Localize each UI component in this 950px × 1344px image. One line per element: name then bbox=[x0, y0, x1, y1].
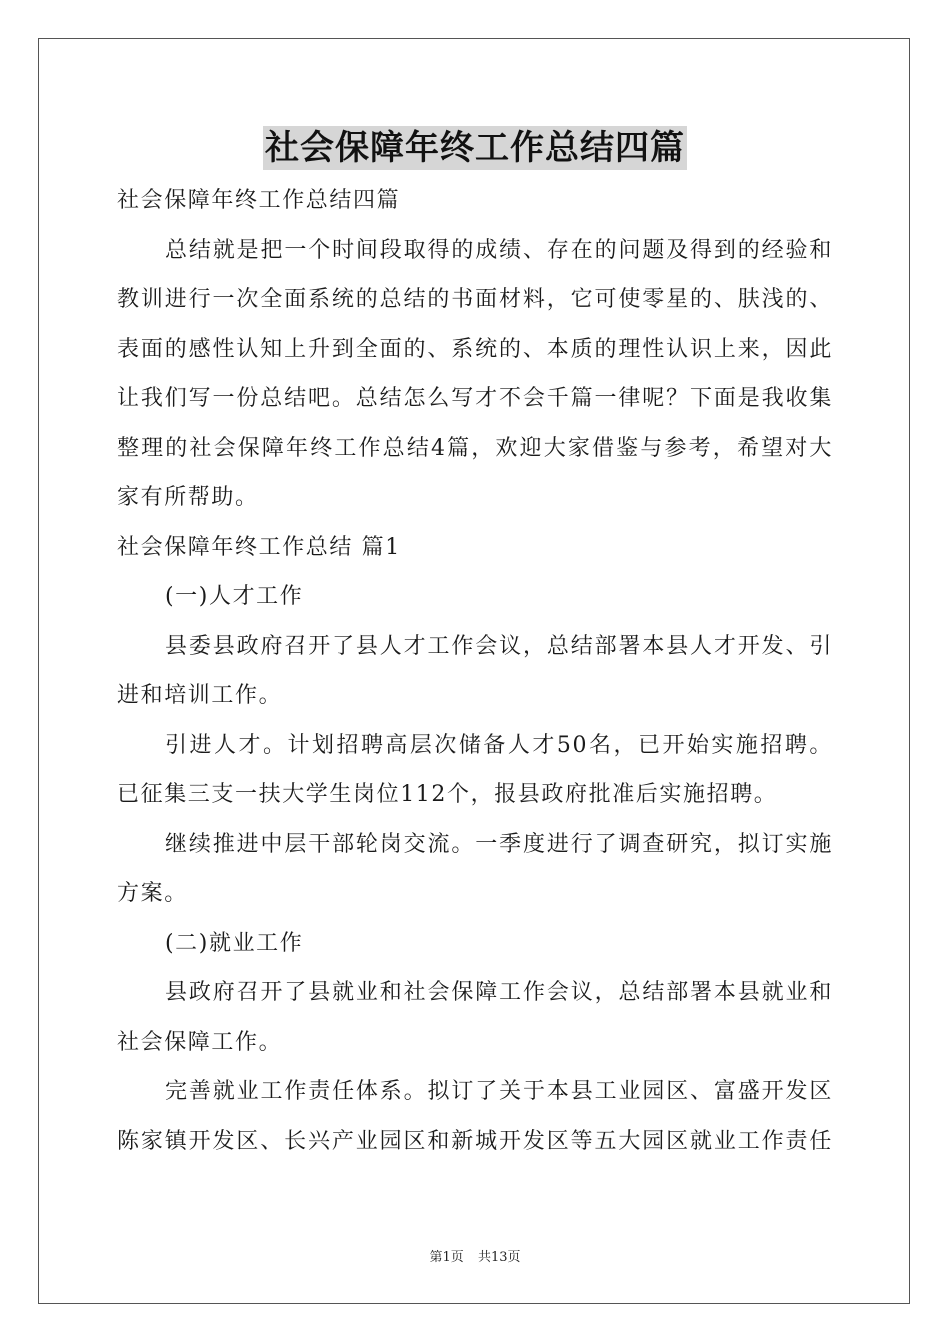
document-title: 社会保障年终工作总结四篇 bbox=[265, 128, 685, 168]
document-body bbox=[117, 176, 833, 1166]
text-line: 完善就业工作责任体系。拟订了关于本县工业园区、富盛开发区 bbox=[165, 1079, 833, 1104]
text-line: 让我们写一份总结吧。总结怎么写才不会千篇一律呢？下面是我收集 bbox=[117, 386, 833, 411]
text-line: 继续推进中层干部轮岗交流。一季度进行了调查研究，拟订实施 bbox=[165, 831, 833, 857]
text-line: 进和培训工作。 bbox=[117, 683, 283, 708]
text-line: (二)就业工作 bbox=[165, 930, 304, 956]
text-line: 县委县政府召开了县人才工作会议，总结部署本县人才开发、引 bbox=[165, 633, 833, 659]
title-container bbox=[0, 126, 950, 170]
text-line: 家有所帮助。 bbox=[117, 485, 259, 510]
page-footer bbox=[0, 1246, 950, 1265]
page-total: 共13页 bbox=[477, 1250, 521, 1265]
text-line: 总结就是把一个时间段取得的成绩、存在的问题及得到的经验和 bbox=[165, 237, 833, 263]
text-line: 教训进行一次全面系统的总结的书面材料，它可使零星的、肤浅的、 bbox=[117, 287, 833, 312]
text-line: 整理的社会保障年终工作总结4篇，欢迎大家借鉴与参考，希望对大 bbox=[117, 435, 833, 461]
text-line: 方案。 bbox=[117, 881, 188, 906]
text-line: 已征集三支一扶大学生岗位112个，报县政府批准后实施招聘。 bbox=[117, 782, 778, 807]
text-line: (一)人才工作 bbox=[165, 584, 304, 609]
text-line: 县政府召开了县就业和社会保障工作会议，总结部署本县就业和 bbox=[165, 980, 833, 1005]
text-line: 陈家镇开发区、长兴产业园区和新城开发区等五大园区就业工作责任 bbox=[117, 1128, 833, 1154]
page-number: 第1页 bbox=[429, 1250, 464, 1265]
text-line: 社会保障年终工作总结 篇1 bbox=[117, 534, 401, 560]
text-line: 引进人才。计划招聘高层次储备人才50名，已开始实施招聘。 bbox=[165, 732, 833, 758]
text-line: 社会保障年终工作总结四篇 bbox=[117, 188, 401, 213]
text-line: 表面的感性认知上升到全面的、系统的、本质的理性认识上来，因此 bbox=[117, 336, 833, 362]
text-line: 社会保障工作。 bbox=[117, 1029, 283, 1055]
